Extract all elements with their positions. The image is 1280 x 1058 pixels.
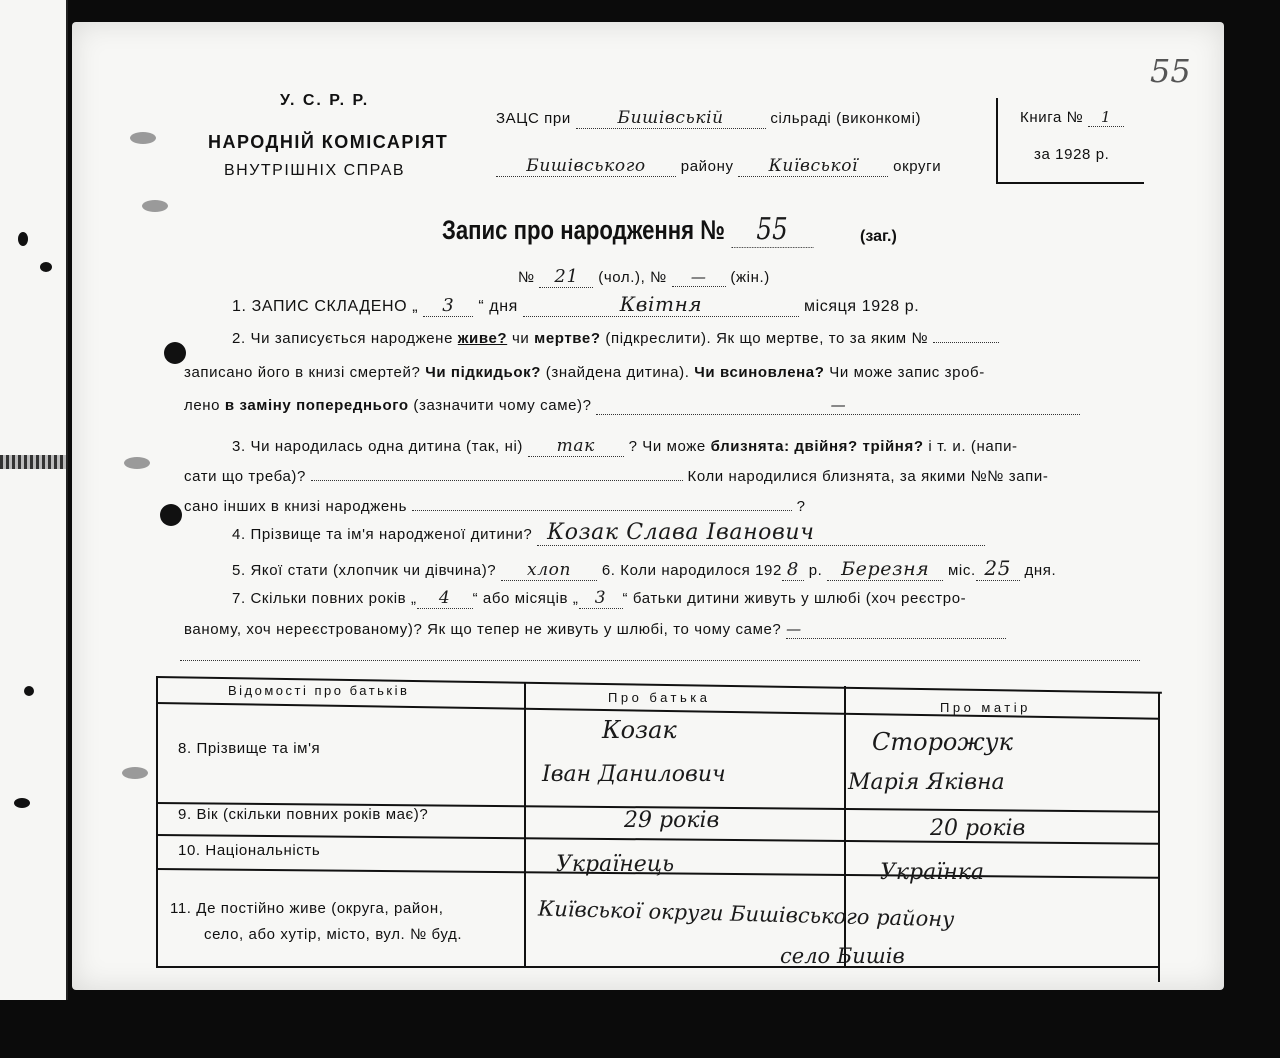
blank-line <box>180 660 1140 661</box>
birth-day-value: 25 <box>976 556 1020 581</box>
punch-hole <box>164 342 186 364</box>
punch-hole <box>130 132 156 144</box>
birth-year-value: 8 <box>782 559 804 581</box>
question-5-6: 5. Якої стати (хлопчик чи дівчина)? хлоп 6. Коли народилося 192 8 р. Березня міс. 25 дня. <box>232 556 1057 580</box>
residence-village-value: село Бишів <box>780 944 905 968</box>
previous-page-edge <box>0 0 68 1000</box>
row-label-residence-2: село, або хутір, місто, вул. № буд. <box>204 926 463 943</box>
council-label: сільраді (виконкомі) <box>770 110 922 127</box>
father-given-name-value: Іван Данилович <box>542 762 726 787</box>
table-header-father: Про батька <box>608 690 711 705</box>
father-surname-value: Козак <box>602 716 677 744</box>
question-3-line-3: сано інших в книзі народжень ? <box>184 498 806 515</box>
replacement-reason-value: — <box>596 396 1080 415</box>
father-age-value: 29 років <box>624 808 720 833</box>
punch-hole <box>24 686 34 696</box>
question-7-line-1: 7. Скільки повних років „ 4 “ або місяців „ 3 “ батьки дитини живуть у шлюбі (хоч реєстро- <box>232 588 967 608</box>
book-number: Книга № 1 <box>1020 108 1124 127</box>
female-number-value: — <box>672 268 726 287</box>
book-number-value: 1 <box>1088 108 1124 127</box>
question-2-line-2: записано його в книзі смертей? Чи підкидьок? (знайдена дитина). Чи всиновлена? Чи може запис зроб- <box>184 364 985 381</box>
punch-hole <box>122 767 148 779</box>
residence-value: Київської округи Бишівського району <box>537 896 955 932</box>
birth-record-page <box>72 22 1224 990</box>
punch-hole <box>124 457 150 469</box>
row-label-name: 8. Прізвище та ім'я <box>178 740 321 757</box>
single-child-value: так <box>528 436 624 457</box>
mother-given-name-value: Марія Яківна <box>848 770 1005 795</box>
question-3-line-2: сати що треба)? Коли народилися близнята, за якими №№ запи- <box>184 468 1049 485</box>
question-4: 4. Прізвище та ім'я народженої дитини? Козак Слава Іванович <box>232 520 985 546</box>
okrug-label: округи <box>893 158 942 175</box>
book-box-border <box>996 182 1144 184</box>
question-1: 1. ЗАПИС СКЛАДЕНО „ 3 “ дня Квітня місяця 1928 р. <box>232 292 920 316</box>
zags-prefix: ЗАЦС при <box>496 110 571 127</box>
district-line <box>496 156 941 177</box>
page-number: 55 <box>1150 52 1191 90</box>
record-number-value: 55 <box>731 212 813 248</box>
record-day-value: 3 <box>423 295 473 317</box>
district-value: Бишівського <box>496 156 676 177</box>
punch-hole <box>142 200 168 212</box>
question-2-line-1: 2. Чи записується народжене живе? чи мертве? (підкреслити). Як що мертве, то за яким № <box>232 330 999 347</box>
father-nationality-value: Українець <box>556 852 675 877</box>
internal-affairs-label: ВНУТРІШНІХ СПРАВ <box>224 162 406 179</box>
mother-age-value: 20 років <box>930 816 1026 841</box>
question-3-line-1: 3. Чи народилась одна дитина (так, ні) так ? Чи може близнята: двійня? трійня? і т. и. (напи- <box>232 436 1018 456</box>
table-header-mother: Про матір <box>940 700 1031 715</box>
record-general-suffix: (заг.) <box>860 228 897 245</box>
child-name-value: Козак Слава Іванович <box>537 520 985 546</box>
book-box-border <box>996 98 998 184</box>
table-header-info: Відомості про батьків <box>228 683 410 698</box>
marriage-years-value: 4 <box>417 588 473 609</box>
ussr-label: У. С. Р. Р. <box>280 92 370 109</box>
sub-numbers: № 21 (чол.), № — (жін.) <box>518 266 770 287</box>
row-label-nationality: 10. Національність <box>178 842 321 859</box>
zags-line <box>496 108 921 129</box>
mother-nationality-value: Українка <box>880 860 985 885</box>
mother-surname-value: Сторожук <box>872 728 1013 756</box>
row-label-residence-1: 11. Де постійно живе (округа, район, <box>170 900 444 917</box>
question-7-line-2: ваному, хоч нереєстрованому)? Як що тепер не живуть у шлюбі, то чому саме? — <box>184 620 1006 639</box>
book-year: за 1928 р. <box>1034 146 1110 163</box>
punch-hole <box>160 504 182 526</box>
birth-month-value: Березня <box>827 558 943 581</box>
child-sex-value: хлоп <box>501 560 597 581</box>
okrug-value: Київської <box>738 156 888 177</box>
marriage-months-value: 3 <box>579 588 623 609</box>
punch-hole <box>18 232 28 246</box>
punch-hole <box>14 798 30 808</box>
district-label: району <box>680 158 734 175</box>
commissariat-label: НАРОДНІЙ КОМІСАРІЯТ <box>208 132 449 152</box>
village-council-value: Бишівській <box>576 108 766 129</box>
row-label-age: 9. Вік (скільки повних років має)? <box>178 806 429 823</box>
not-married-reason-value: — <box>786 620 1006 639</box>
record-month-value: Квітня <box>523 292 799 317</box>
question-2-line-3: лено в заміну попереднього (зазначити чому саме)? — <box>184 396 1080 415</box>
record-title: Запис про народження № 55 <box>442 212 813 248</box>
male-number-value: 21 <box>539 266 593 288</box>
punch-hole <box>40 262 52 272</box>
binding-strip <box>0 455 66 469</box>
